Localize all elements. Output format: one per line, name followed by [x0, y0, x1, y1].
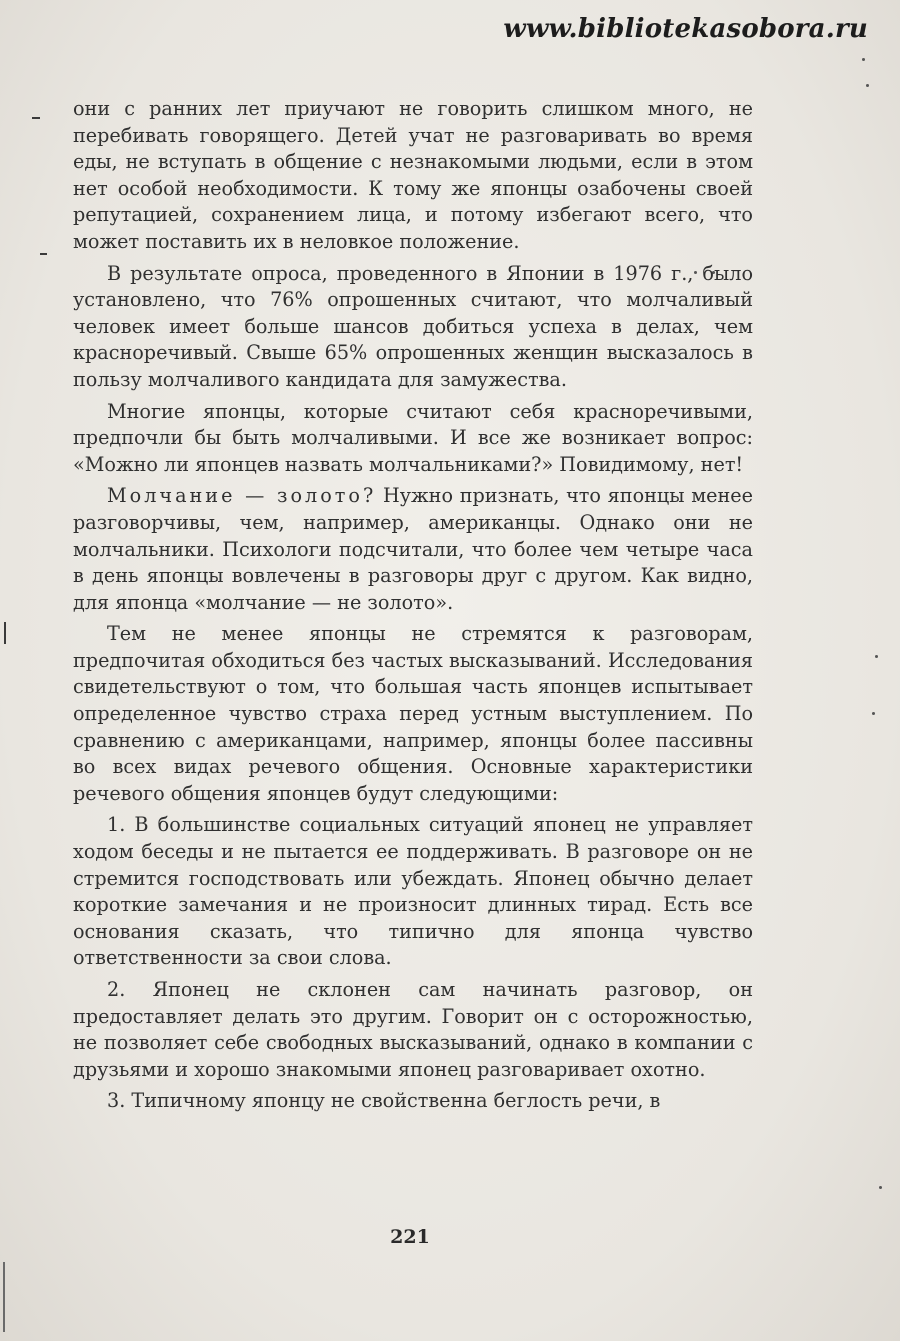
margin-mark	[32, 117, 40, 119]
list-item: 2. Японец не склонен сам начинать разговор, он предоставляет делать это другим. Говорит он с осторожностью, не позволяет себе свободных высказываний, однако в компании с друзьями и хорошо знакомыми японец разговаривает охотно.	[73, 978, 753, 1081]
page-number: 221	[390, 1226, 430, 1248]
margin-speck	[875, 655, 878, 658]
list-item: 3. Типичному японцу не свойственна беглость речи, в	[107, 1089, 661, 1113]
margin-mark	[40, 253, 47, 255]
margin-mark	[3, 1262, 5, 1332]
paragraph: Многие японцы, которые считают себя красноречивыми, предпочли бы быть молчаливыми. И все же возникает вопрос: «Можно ли японцев назвать молчальниками?» Повидимому, нет!	[73, 399, 753, 476]
paragraph: Тем не менее японцы не стремятся к разговорам, предпочитая обходиться без частых высказываний. Исследования свидетельствуют о том, что большая часть японцев испытывает определенное чувство страха перед устным выступлением. По сравнению с американцами, например, японцы более пассивны во всех видах речевого общения. Основные характеристики речевого общения японцев будут следующими:	[73, 622, 753, 805]
margin-speck	[866, 84, 869, 87]
margin-mark	[4, 622, 6, 644]
paragraph: В результате опроса, проведенного в Японии в 1976 г., было установлено, что 76% опрошенных считают, что молчаливый человек имеет больше шансов добиться успеха в делах, чем красноречивый. Свыше 65% опрошенных женщин высказалось в пользу молчаливого кандидата для замужества.	[73, 261, 753, 391]
margin-speck	[879, 1186, 882, 1189]
margin-speck	[862, 58, 865, 61]
site-watermark: www.bibliotekasobora.ru	[503, 14, 868, 44]
body-text	[73, 96, 753, 1115]
paragraph-with-heading	[73, 483, 753, 616]
list-item: 1. В большинстве социальных ситуаций японец не управляет ходом беседы и не пытается ее поддерживать. В разговоре он не стремится господствовать или убеждать. Японец обычно делает короткие замечания и не произносит длинных тирад. Есть все основания сказать, что типично для японца чувство ответственности за свои слова.	[73, 813, 753, 970]
spaced-heading: Молчание — золото?	[107, 484, 377, 508]
margin-speck	[872, 712, 875, 715]
paragraph-text: Нужно признать, что японцы менее разговорчивы, чем, например, американцы. Однако они не молчальники. Психологи подсчитали, что более чем четыре часа в день японцы вовлечены в разговоры друг с другом. Как видно, для японца «молчание — не золото».	[73, 484, 754, 614]
paragraph: они с ранних лет приучают не говорить слишком много, не перебивать говорящего. Детей учат не разговаривать во время еды, не вступать в общение с незнакомыми людьми, если в этом нет особой необходимости. К тому же японцы озабочены своей репутацией, сохранением лица, и потому избегают всего, что может поставить их в неловкое положение.	[73, 97, 753, 253]
